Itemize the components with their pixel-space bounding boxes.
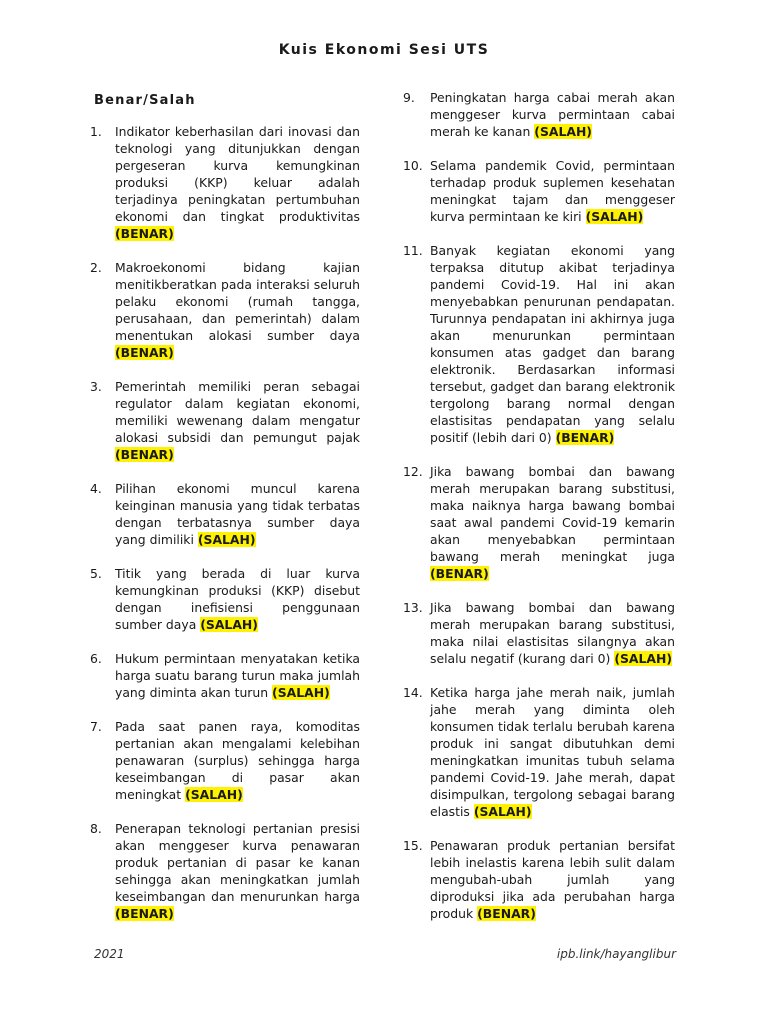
question-text: Penawaran produk pertanian bersifat lebih inelastis karena lebih sulit dalam mengubah-ubah jumlah yang diproduksi jika ada perubahan harga produk (BENAR) — [430, 838, 675, 921]
answer-label: (BENAR) — [477, 906, 536, 921]
question-item — [90, 650, 360, 701]
question-text: Makroekonomi bidang kajian menitikberatkan pada interaksi seluruh pelaku ekonomi (rumah tangga, perusahaan, dan pemerintah) dalam menentukan alokasi sumber daya (BENAR) — [115, 260, 360, 360]
question-item — [403, 837, 675, 922]
answer-label: (SALAH) — [585, 209, 644, 224]
question-item — [403, 463, 675, 582]
question-item — [90, 820, 360, 922]
question-text: Jika bawang bombai dan bawang merah merupakan barang substitusi, maka nilai elastisitas silangnya akan selalu negatif (kurang dari 0) (SALAH) — [430, 600, 675, 666]
answer-label: (SALAH) — [185, 787, 243, 802]
question-number: 6. — [90, 651, 102, 666]
question-item — [403, 89, 675, 140]
answer-label: (BENAR) — [115, 447, 174, 462]
answer-label: (SALAH) — [272, 685, 330, 700]
question-text: Jika bawang bombai dan bawang merah merupakan barang substitusi, maka naiknya harga bawang bombai saat awal pandemi Covid-19 kemarin akan menyebabkan permintaan bawang merah meningkat juga (BENAR) — [430, 464, 675, 581]
question-number: 2. — [90, 260, 102, 275]
question-number: 15. — [403, 838, 423, 853]
answer-label: (BENAR) — [430, 566, 489, 581]
answer-label: (SALAH) — [473, 804, 532, 819]
question-text: Indikator keberhasilan dari inovasi dan teknologi yang ditunjukkan dengan pergeseran kurva kemungkinan produksi (KKP) keluar adalah terjadinya peningkatan pertumbuhan ekonomi dan tingkat produktivitas (BENAR) — [115, 124, 360, 241]
answer-label: (BENAR) — [555, 430, 615, 445]
answer-label: (SALAH) — [197, 532, 256, 547]
question-text: Titik yang berada di luar kurva kemungkinan produksi (KKP) disebut dengan inefisiensi penggunaan sumber daya (SALAH) — [115, 566, 360, 632]
question-text: Pemerintah memiliki peran sebagai regulator dalam kegiatan ekonomi, memiliki wewenang dalam mengatur alokasi subsidi dan pemungut pajak (BENAR) — [115, 379, 360, 462]
question-text: Peningkatan harga cabai merah akan menggeser kurva permintaan cabai merah ke kanan (SALAH) — [430, 90, 675, 139]
answer-label: (SALAH) — [200, 617, 258, 632]
question-number: 13. — [403, 600, 423, 615]
answer-label: (BENAR) — [115, 226, 174, 241]
answer-label: (BENAR) — [115, 345, 174, 360]
question-number: 1. — [90, 124, 102, 139]
question-text: Pilihan ekonomi muncul karena keinginan manusia yang tidak terbatas dengan terbatasnya sumber daya yang dimiliki (SALAH) — [115, 481, 360, 547]
footer-year: 2021 — [94, 947, 125, 961]
question-number: 8. — [90, 821, 102, 836]
question-number: 7. — [90, 719, 102, 734]
footer-link[interactable]: ipb.link/hayanglibur — [556, 947, 676, 961]
question-item — [403, 157, 675, 225]
question-item — [403, 684, 675, 820]
question-item — [90, 259, 360, 361]
answer-label: (BENAR) — [115, 906, 174, 921]
question-item — [90, 480, 360, 548]
question-number: 14. — [403, 685, 423, 700]
question-text: Banyak kegiatan ekonomi yang terpaksa ditutup akibat terjadinya pandemi Covid-19. Hal ini akan menyebabkan penurunan pendapatan. Turunnya pendapatan ini akhirnya juga akan menurunkan permintaan konsumen atas gadget dan barang elektronik. Berdasarkan informasi tersebut, gadget dan barang elektronik tergolong barang normal dengan elastisitas pendapatan yang selalu positif (lebih dari 0) (BENAR) — [430, 243, 675, 445]
question-text: Selama pandemik Covid, permintaan terhadap produk suplemen kesehatan meningkat tajam dan menggeser kurva permintaan ke kiri (SALAH) — [430, 158, 675, 224]
question-text: Pada saat panen raya, komoditas pertanian akan mengalami kelebihan penawaran (surplus) sehingga harga keseimbangan di pasar akan meningkat (SALAH) — [115, 719, 360, 802]
question-number: 10. — [403, 158, 423, 173]
question-number: 5. — [90, 566, 102, 581]
question-number: 12. — [403, 464, 423, 479]
question-number: 3. — [90, 379, 102, 394]
question-text: Hukum permintaan menyatakan ketika harga suatu barang turun maka jumlah yang diminta akan turun (SALAH) — [115, 651, 360, 700]
page-title: Kuis Ekonomi Sesi UTS — [278, 42, 490, 58]
section-title: Benar/Salah — [94, 93, 196, 108]
question-item — [403, 599, 675, 667]
question-number: 11. — [403, 243, 423, 258]
answer-label: (SALAH) — [614, 651, 673, 666]
question-number: 4. — [90, 481, 102, 496]
question-item — [90, 565, 360, 633]
question-number: 9. — [403, 90, 415, 105]
right-column — [403, 89, 675, 939]
question-text: Penerapan teknologi pertanian presisi akan menggeser kurva penawaran produk pertanian di pasar ke kanan sehingga akan meningkatkan jumlah keseimbangan dan menurunkan harga (BENAR) — [115, 821, 360, 921]
question-item — [90, 378, 360, 463]
answer-label: (SALAH) — [534, 124, 592, 139]
question-text: Ketika harga jahe merah naik, jumlah jahe merah yang diminta oleh konsumen tidak terlalu berubah karena produk ini sangat dibutuhkan demi meningkatkan imunitas tubuh selama pandemi Covid-19. Jahe merah, dapat disimpulkan, tergolong sebagai barang elastis (SALAH) — [430, 685, 675, 819]
question-item — [403, 242, 675, 446]
left-column — [90, 123, 410, 939]
question-item — [90, 718, 360, 803]
question-item — [90, 123, 360, 242]
